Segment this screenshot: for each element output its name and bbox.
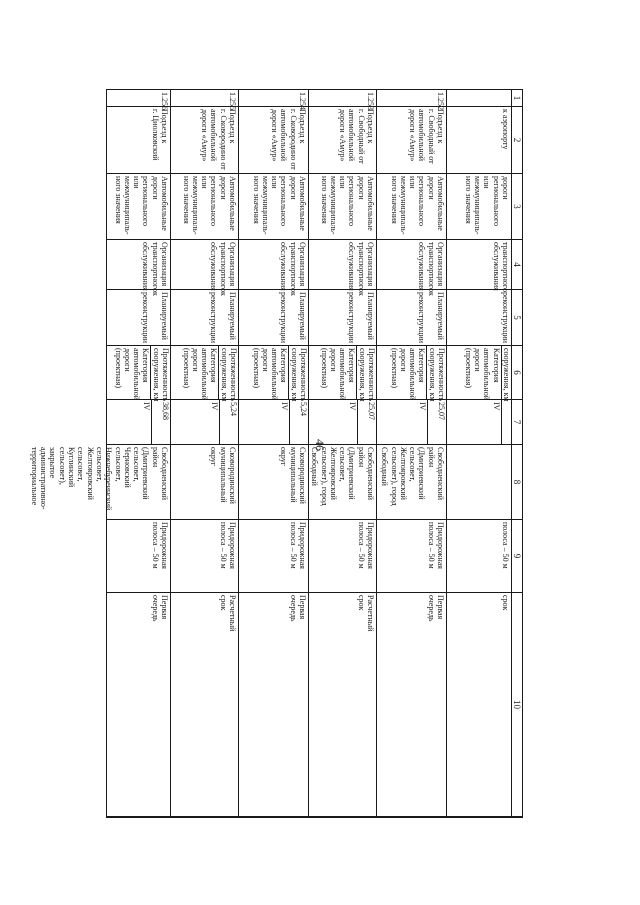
cell-line: сооружения, км (289, 348, 299, 402)
cell-col-10: Первая очередь (377, 593, 446, 817)
header-cell-9: 9 (511, 520, 522, 593)
category-value: IV (348, 402, 357, 411)
cell-col-2: Подъезд к г. Свободный от автомобильной дороги «Амур» (309, 107, 376, 174)
header-cell-3: 3 (511, 174, 522, 240)
cell-line: автомобильной (270, 348, 280, 400)
cell-col-10: Первая очередь (239, 593, 308, 817)
cell-col-9: Придорожная полоса – 50 м (171, 520, 238, 593)
cell-col-3: Автомобильные дороги регионального или межмуниципаль- ного значения (377, 174, 446, 240)
cell-col-5: Планируемый к реконструкции (171, 290, 238, 346)
rotated-page-area (29, 89, 523, 818)
cell-line: Протяженность (367, 348, 376, 402)
cell-col-8: Сковородинский муниципальный округ (239, 445, 308, 520)
cell-line: дороги (398, 348, 408, 372)
cell-col-4: Организация транспортного обслуживания (107, 240, 170, 290)
cell-col-1: 1.255 (171, 90, 238, 107)
cell-line: автомобильной (408, 348, 418, 400)
cell-col-8: Свободненский район (Дмитриевский сельсовет, Желтояровский сельсовет), город Свободный (309, 445, 376, 520)
cell-col-3: дороги регионального или межмуниципаль- ного значения (447, 174, 511, 240)
cell-col-5: Планируемый к реконструкции (239, 290, 308, 346)
cell-col-10: Расчетный срок (309, 593, 376, 817)
cell-line: Протяженность (229, 348, 238, 402)
cell-line: (проектная) (113, 348, 123, 389)
table-row (29, 90, 170, 817)
category-value: IV (142, 402, 151, 411)
header-cell-5: 5 (511, 290, 522, 346)
cell-col-2: Подъезд к г. Сковородино от автомобильной дороги «Амур» (171, 107, 238, 174)
header-cell-10: 10 (511, 593, 522, 817)
cell-line: сооружения, км (151, 348, 161, 402)
cell-line: Категория (209, 348, 219, 383)
cell-col-8 (447, 445, 511, 520)
cell-col-2: Подъезд к г. Свободный от автомобильной дороги «Амур» (377, 107, 446, 174)
cell-col-10: Первая очередь (107, 593, 170, 817)
cell-col-7 (309, 400, 376, 445)
cell-col-3: Автомобильные дороги регионального или межмуниципаль- ного значения (309, 174, 376, 240)
header-cell-6: 6 (511, 346, 522, 400)
cell-col-6 (309, 346, 376, 400)
cell-col-3: Автомобильные дороги регионального или межмуниципаль- ного значения (239, 174, 308, 240)
cell-line: Категория (347, 348, 357, 383)
cell-line: Протяженность (161, 348, 170, 402)
cell-col-1 (447, 90, 511, 107)
cell-line: (проектная) (389, 348, 399, 389)
cell-col-10: срок (447, 593, 511, 817)
cell-line: автомобильной (338, 348, 348, 400)
cell-col-8: Сковородинский муниципальный округ (171, 445, 238, 520)
cell-col-3: Автомобильные дороги регионального или межмуниципаль- ного значения (171, 174, 238, 240)
cell-col-5: Планируемый к реконструкции (309, 290, 376, 346)
cell-col-8: Свободненский район (Дмитриевский сельсовет, Желтояровский сельсовет), город Свободный (377, 445, 446, 520)
cell-line: автомобильной (200, 348, 210, 400)
cell-col-6 (171, 346, 238, 400)
cell-col-9: Придорожная полоса – 50 м (239, 520, 308, 593)
table-row (170, 90, 238, 817)
page-number: 46 (313, 439, 327, 451)
cell-line: автомобильной (482, 348, 492, 400)
cell-line: Категория (279, 348, 289, 383)
header-cell-8: 8 (511, 445, 522, 520)
cell-line: дороги (190, 348, 200, 372)
category-value: IV (418, 402, 427, 411)
cell-line: Категория (417, 348, 427, 383)
length-value: 5,24 (219, 400, 238, 444)
cell-line: (проектная) (251, 348, 261, 389)
table-row (446, 90, 511, 817)
cell-col-6 (239, 346, 308, 400)
header-cell-4: 4 (511, 240, 522, 290)
cell-col-4: Организация транспортного обслуживания (239, 240, 308, 290)
cell-line: дороги (328, 348, 338, 372)
cell-col-9: Придорожная полоса – 50 м (377, 520, 446, 593)
cell-col-1: 1.256 (107, 90, 170, 107)
planning-table (29, 89, 523, 818)
cell-col-6 (107, 346, 170, 400)
cell-col-9: полоса – 50 м (447, 520, 511, 593)
cell-col-5: Планируемый к реконструкции (107, 290, 170, 346)
cell-line: дороги (260, 348, 270, 372)
cell-line: Категория (491, 348, 501, 383)
cell-line: сооружения, км (357, 348, 367, 402)
header-cell-1: 1 (511, 90, 522, 107)
cell-line: Протяженность (299, 348, 308, 402)
cell-col-1: 1.253 (309, 90, 376, 107)
cell-col-6 (377, 346, 446, 400)
cell-line: (проектная) (463, 348, 473, 389)
cell-col-4: транспортного обслуживания (447, 240, 511, 290)
cell-col-9: Придорожная полоса – 50 м (107, 520, 170, 593)
cell-col-2: Подъезд к г. Циолковский (107, 107, 170, 174)
category-value: IV (280, 402, 289, 411)
cell-col-9: Придорожная полоса – 50 м (309, 520, 376, 593)
cell-col-1: 1.254 (239, 90, 308, 107)
cell-col-7 (239, 400, 308, 445)
cell-col-5: Планируемый к реконструкции (377, 290, 446, 346)
category-value: IV (210, 402, 219, 411)
cell-line: сооружения, км (427, 348, 437, 402)
cell-col-2: к аэропорту (447, 107, 511, 174)
cell-col-7 (171, 400, 238, 445)
table-row (376, 90, 446, 817)
cell-line: автомобильной (132, 348, 142, 400)
table-row (308, 90, 376, 817)
cell-col-7 (377, 400, 446, 445)
cell-line: сооружения, км (502, 348, 511, 402)
cell-col-2: Подъезд к г. Сковородино от автомобильной дороги «Амур» (239, 107, 308, 174)
cell-col-3: Автомобильные дороги регионального или межмуниципаль- ного значения (107, 174, 170, 240)
cell-col-10: Расчетный срок (171, 593, 238, 817)
cell-col-4: Организация транспортного обслуживания (309, 240, 376, 290)
header-cell-7: 7 (511, 400, 522, 445)
cell-col-4: Организация транспортного обслуживания (171, 240, 238, 290)
cell-line: сооружения, км (219, 348, 229, 402)
cell-col-6 (447, 346, 511, 400)
cell-line: дороги (473, 348, 483, 372)
cell-col-4: Организация транспортного обслуживания (377, 240, 446, 290)
cell-col-7 (107, 400, 170, 445)
cell-line: (проектная) (319, 348, 329, 389)
length-value: 5,24 (289, 400, 308, 444)
cell-line: Протяженность (437, 348, 446, 402)
cell-line: (проектная) (181, 348, 191, 389)
cell-col-7 (447, 400, 511, 445)
length-value: 38,68 (151, 400, 170, 444)
cell-line: Категория (141, 348, 151, 383)
length-value: 25,07 (357, 400, 376, 444)
cell-line: дороги (122, 348, 132, 372)
category-value: IV (492, 402, 501, 411)
cell-col-5: реконструкции (447, 290, 511, 346)
length-value (501, 400, 511, 444)
cell-col-1: 1.252 (377, 90, 446, 107)
header-cell-2: 2 (511, 107, 522, 174)
table-row (238, 90, 308, 817)
cell-col-8: Свободненский район (Дмитриевский сельсовет, Черновский сельсовет, Нижнебуреинский сельсовет, Желтояровский сельсовет, Куглинский сельсовет), закрытое административно- территориальное (107, 445, 170, 520)
length-value: 25,07 (427, 400, 446, 444)
